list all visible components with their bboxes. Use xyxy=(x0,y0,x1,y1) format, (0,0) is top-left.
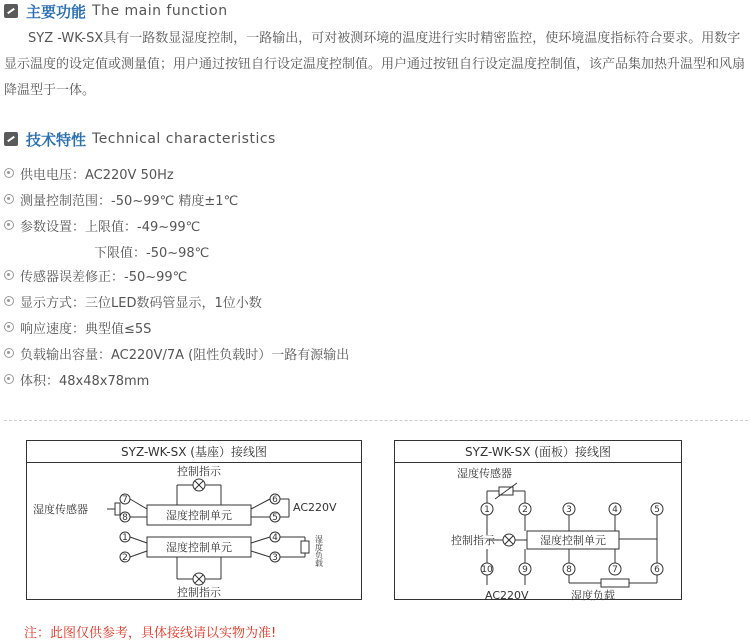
base-wiring-svg xyxy=(27,463,363,601)
bullet-icon xyxy=(4,374,14,384)
load-label: 湿度负载 xyxy=(314,535,324,567)
pin-label: 5 xyxy=(272,513,278,523)
main-function-paragraph: SYZ -WK-SX具有一路数显湿度控制，一路输出，可对被测环境的温度进行实时精密监控，使环境温度指标符合要求。用数字显示温度的设定值或测量值；用户通过按钮自行设定温度控制值。用户通过按钮自行设定温度控制值，该产品集加热升温型和风扇降温型于一体。 xyxy=(4,31,746,98)
section-title-en: The main function xyxy=(92,3,228,19)
unit-label: 湿度控制单元 xyxy=(166,541,232,554)
load-label: 湿度负载 xyxy=(571,589,615,601)
panel-wiring-diagram xyxy=(394,440,682,600)
spec-item: 测量控制范围：-50~99℃ 精度±1℃ xyxy=(4,190,238,208)
panel-diagram-title: SYZ-WK-SX (面板）接线图 xyxy=(395,441,681,463)
pin-label: 2 xyxy=(122,553,128,563)
pin-label: 3 xyxy=(272,553,278,563)
pin-label: 3 xyxy=(566,505,572,515)
bullet-icon xyxy=(4,168,14,178)
indicator-label: 控制指示 xyxy=(451,534,495,547)
power-label: AC220V xyxy=(485,589,529,601)
sensor-label: 湿度传感器 xyxy=(33,503,88,516)
pin-label: 7 xyxy=(122,495,128,505)
bullet-icon xyxy=(4,322,14,332)
spec-item: 显示方式：三位LED数码管显示，1位小数 xyxy=(4,292,262,310)
pin-label: 6 xyxy=(654,565,660,575)
section-title-cn: 技术特性 xyxy=(26,130,87,149)
spec-item: 供电电压：AC220V 50Hz xyxy=(4,164,174,182)
bullet-icon xyxy=(4,270,14,280)
spec-item: 参数设置：上限值：-49~99℃ xyxy=(4,216,200,234)
pin-label: 6 xyxy=(272,495,278,505)
pin-label: 9 xyxy=(522,565,528,575)
unit-label: 湿度控制单元 xyxy=(166,509,232,522)
pin-label: 8 xyxy=(566,565,572,575)
panel-wiring-svg xyxy=(395,463,683,601)
section-main-function-header xyxy=(4,0,228,22)
section-title-cn: 主要功能 xyxy=(26,2,87,21)
spec-item: 传感器误差修正：-50~99℃ xyxy=(4,266,187,284)
indicator-label: 控制指示 xyxy=(177,586,221,599)
bullet-icon xyxy=(4,296,14,306)
base-diagram-title: SYZ-WK-SX (基座）接线图 xyxy=(27,441,361,463)
pin-label: 4 xyxy=(612,505,618,515)
disclaimer-note: 注：此图仅供参考，具体接线请以实物为准! xyxy=(24,626,277,641)
section-technical-header xyxy=(4,128,276,150)
indicator-label: 控制指示 xyxy=(177,465,221,478)
spec-item: 体积：48x48x78mm xyxy=(4,370,149,388)
power-label: AC220V xyxy=(293,501,337,514)
section-arrow-icon xyxy=(4,132,18,146)
bullet-icon xyxy=(4,194,14,204)
spec-item-continued: 下限值：-50~98℃ xyxy=(94,245,210,261)
spec-item: 负载输出容量：AC220V/7A (阻性负载时）一路有源输出 xyxy=(4,344,349,362)
pin-label: 4 xyxy=(272,533,278,543)
pin-label: 7 xyxy=(612,565,618,575)
sensor-label: 湿度传感器 xyxy=(457,467,512,480)
bullet-icon xyxy=(4,348,14,358)
base-wiring-diagram xyxy=(26,440,362,600)
pin-label: 10 xyxy=(481,565,493,575)
pin-label: 5 xyxy=(654,505,660,515)
pin-label: 8 xyxy=(122,513,128,523)
unit-label: 湿度控制单元 xyxy=(540,534,606,547)
pin-label: 1 xyxy=(122,533,128,543)
section-arrow-icon xyxy=(4,4,18,18)
bullet-icon xyxy=(4,220,14,230)
pin-label: 2 xyxy=(522,505,528,515)
section-title-en: Technical characteristics xyxy=(92,131,276,147)
spec-item: 响应速度：典型值≤5S xyxy=(4,318,151,336)
pin-label: 1 xyxy=(484,505,490,515)
